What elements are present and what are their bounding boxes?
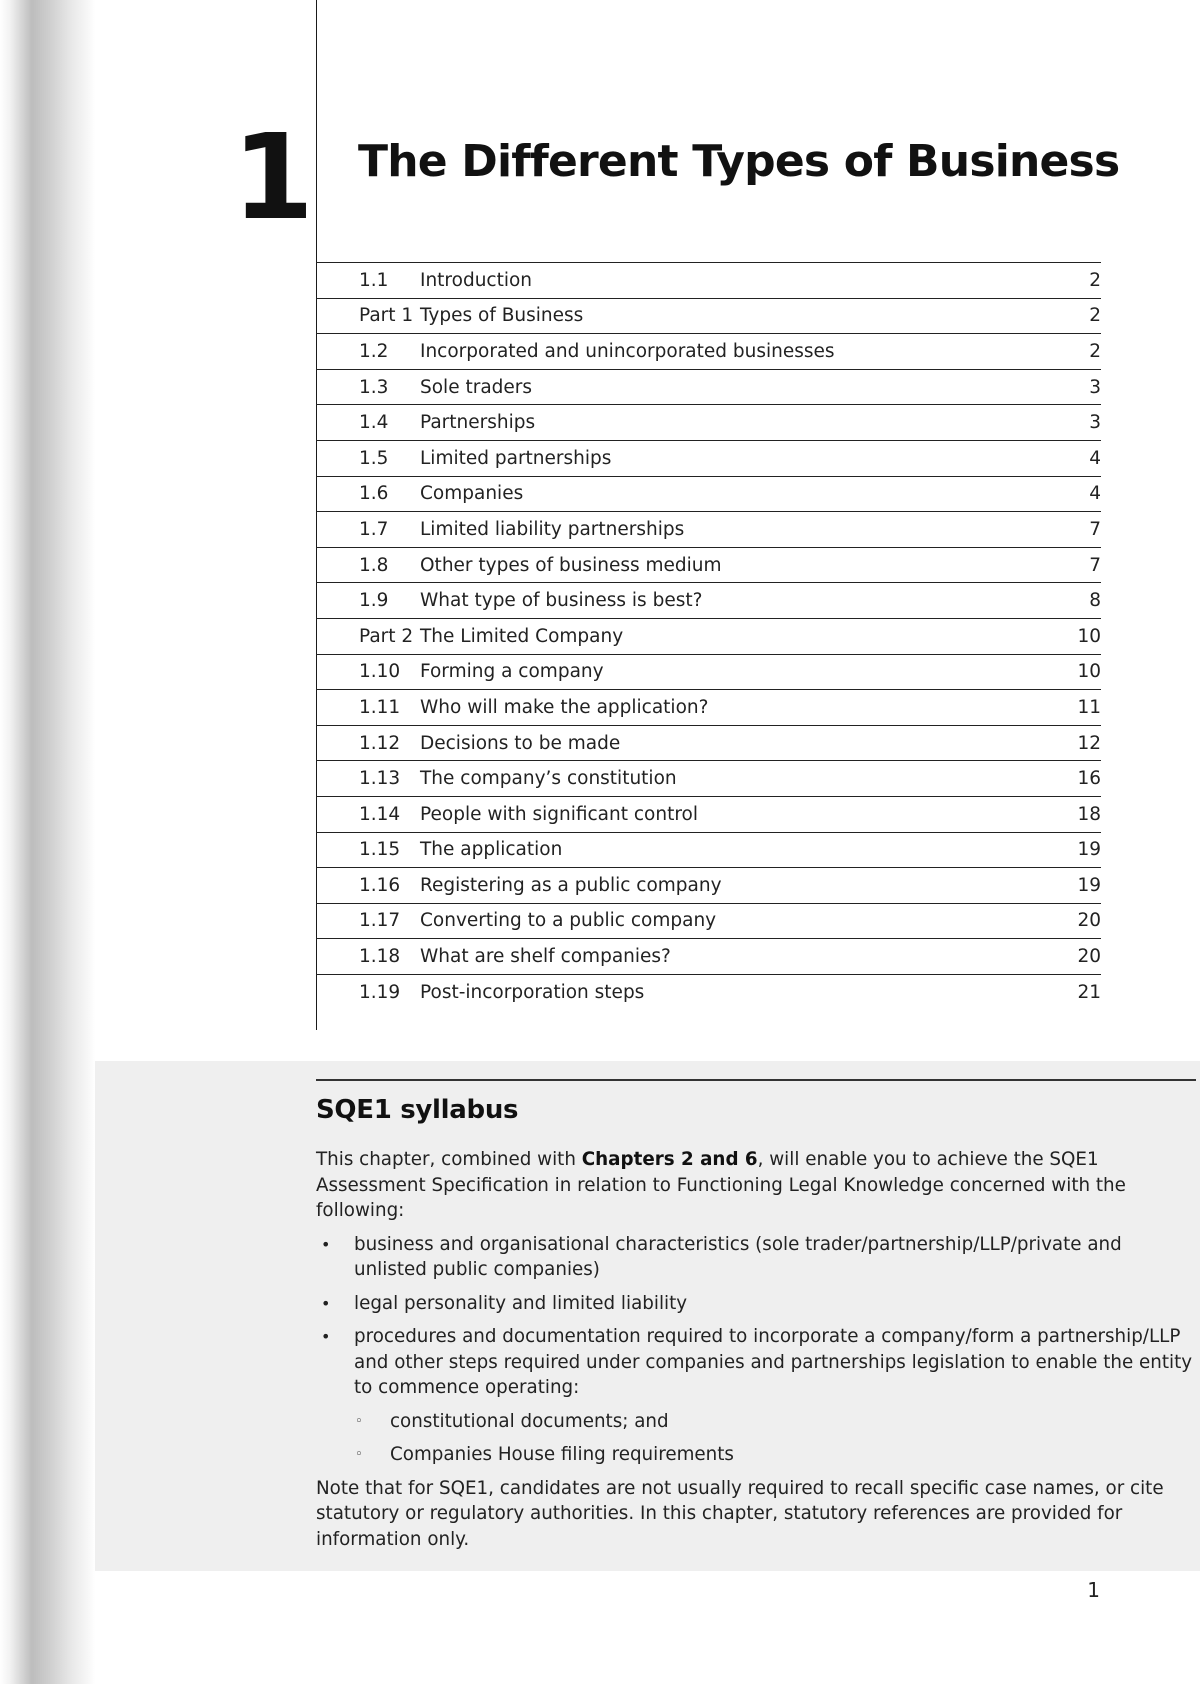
toc-section-title: Limited partnerships <box>420 447 612 469</box>
sub-bullet-text: constitutional documents; and <box>390 1410 669 1432</box>
syllabus-title: SQE1 syllabus <box>316 1095 519 1125</box>
toc-section-title: People with significant control <box>420 803 699 825</box>
toc-section-title: Sole traders <box>420 376 533 398</box>
toc-page-number: 20 <box>1077 946 1101 968</box>
toc-section-title: The application <box>420 839 563 861</box>
toc-page-number: 16 <box>1077 768 1101 790</box>
toc-section-title: Who will make the application? <box>420 696 709 718</box>
toc-page-number: 20 <box>1077 910 1101 932</box>
toc-page-number: 4 <box>1089 483 1101 505</box>
toc-page-number: 7 <box>1089 518 1101 540</box>
syllabus-body <box>316 1147 1196 1552</box>
toc-section-number: 1.7 <box>359 518 389 540</box>
toc-section-number: Part 1 <box>359 305 414 327</box>
intro-text: This chapter, combined with <box>316 1149 582 1170</box>
toc-row <box>316 583 1101 619</box>
toc-section-number: 1.9 <box>359 590 389 612</box>
toc-row <box>316 299 1101 335</box>
toc-section-number: 1.2 <box>359 340 389 362</box>
syllabus-intro <box>316 1147 1196 1224</box>
toc-page-number: 11 <box>1077 696 1101 718</box>
toc-page-number: 2 <box>1089 340 1101 362</box>
toc-section-number: 1.4 <box>359 412 389 434</box>
toc-row <box>316 939 1101 975</box>
toc-page-number: 4 <box>1089 447 1101 469</box>
toc-row <box>316 975 1101 1011</box>
toc-row <box>316 370 1101 406</box>
toc-section-title: Forming a company <box>420 661 604 683</box>
toc-row <box>316 690 1101 726</box>
toc-page-number: 21 <box>1077 982 1101 1004</box>
toc-page-number: 19 <box>1077 874 1101 896</box>
toc-row <box>316 904 1101 940</box>
toc-page-number: 7 <box>1089 554 1101 576</box>
table-of-contents <box>316 262 1101 1010</box>
toc-row <box>316 441 1101 477</box>
sub-bullet-item <box>354 1442 1196 1468</box>
toc-section-number: 1.5 <box>359 447 389 469</box>
toc-section-title: Registering as a public company <box>420 874 722 896</box>
toc-section-number: 1.1 <box>359 269 389 291</box>
toc-page-number: 10 <box>1077 625 1101 647</box>
bullet-ring-icon: ◦ <box>355 1413 363 1429</box>
bullet-text: legal personality and limited liability <box>354 1292 688 1314</box>
bullet-dot-icon: • <box>321 1234 331 1254</box>
toc-section-title: Types of Business <box>420 305 584 327</box>
toc-section-title: What are shelf companies? <box>420 946 671 968</box>
bullet-text: procedures and documentation required to incorporate a company/form a partnership/LLP and other steps required under companies and partnerships legislation to enable the entity to commence operating: <box>354 1326 1193 1398</box>
bullet-dot-icon: • <box>321 1293 331 1313</box>
toc-section-number: 1.3 <box>359 376 389 398</box>
toc-section-title: Decisions to be made <box>420 732 621 754</box>
toc-page-number: 12 <box>1077 732 1101 754</box>
toc-section-title: What type of business is best? <box>420 590 703 612</box>
toc-section-title: Other types of business medium <box>420 554 722 576</box>
toc-page-number: 2 <box>1089 269 1101 291</box>
bullet-item <box>316 1291 1196 1317</box>
toc-page-number: 8 <box>1089 590 1101 612</box>
bullet-ring-icon: ◦ <box>355 1447 363 1462</box>
toc-row <box>316 655 1101 691</box>
toc-section-number: 1.8 <box>359 554 389 576</box>
toc-section-title: Partnerships <box>420 412 536 434</box>
toc-page-number: 3 <box>1089 412 1101 434</box>
syllabus-top-rule <box>316 1079 1196 1081</box>
toc-section-title: Incorporated and unincorporated businesses <box>420 340 835 362</box>
toc-row <box>316 405 1101 441</box>
bullet-dot-icon: • <box>321 1327 331 1346</box>
toc-section-number: 1.14 <box>359 803 401 825</box>
syllabus-sub-bullet-list <box>354 1409 1196 1468</box>
toc-section-number: 1.17 <box>359 910 401 932</box>
page-number: 1 <box>1087 1578 1100 1602</box>
toc-section-title: Limited liability partnerships <box>420 518 685 540</box>
sub-bullet-item <box>354 1409 1196 1435</box>
toc-section-number: 1.10 <box>359 661 401 683</box>
intro-text-cont: , will enable you to achieve the SQE1 Assessment Specification in relation to Functioning Legal Knowledge concerned with the following: <box>316 1149 1126 1221</box>
toc-row <box>316 619 1101 655</box>
toc-page-number: 2 <box>1089 305 1101 327</box>
toc-page-number: 10 <box>1077 661 1101 683</box>
bullet-text: business and organisational characteristics (sole trader/partnership/LLP/private and unlisted public companies) <box>354 1233 1122 1280</box>
sub-bullet-text: Companies House filing requirements <box>390 1444 734 1465</box>
book-spine-shadow <box>0 0 95 1684</box>
bullet-item <box>316 1324 1196 1468</box>
toc-section-number: 1.6 <box>359 483 389 505</box>
toc-page-number: 19 <box>1077 839 1101 861</box>
toc-section-title: The company’s constitution <box>420 768 677 790</box>
syllabus-note: Note that for SQE1, candidates are not usually required to recall specific case names, or cite statutory or regulatory authorities. In this chapter, statutory references are provided for information only. <box>316 1477 1164 1550</box>
toc-section-number: 1.19 <box>359 982 401 1004</box>
toc-section-title: The Limited Company <box>420 625 624 647</box>
intro-bold-chapters: Chapters 2 and 6 <box>581 1149 758 1170</box>
toc-row <box>316 548 1101 584</box>
bullet-item <box>316 1232 1196 1283</box>
toc-section-title: Companies <box>420 483 524 505</box>
toc-row <box>316 726 1101 762</box>
toc-section-title: Post-incorporation steps <box>420 982 645 1004</box>
syllabus-box <box>95 1061 1200 1571</box>
syllabus-bullet-list <box>316 1232 1196 1468</box>
toc-section-number: Part 2 <box>359 625 414 647</box>
toc-section-number: 1.18 <box>359 946 401 968</box>
toc-row <box>316 334 1101 370</box>
toc-section-number: 1.13 <box>359 768 401 790</box>
toc-section-number: 1.16 <box>359 874 401 896</box>
chapter-number: 1 <box>232 108 311 246</box>
toc-section-title: Introduction <box>420 269 533 291</box>
toc-row <box>316 761 1101 797</box>
toc-row <box>316 512 1101 548</box>
toc-row <box>316 477 1101 513</box>
toc-section-title: Converting to a public company <box>420 910 717 932</box>
toc-row <box>316 868 1101 904</box>
toc-section-number: 1.15 <box>359 839 401 861</box>
toc-row <box>316 833 1101 869</box>
toc-section-number: 1.11 <box>359 696 401 718</box>
toc-row <box>316 797 1101 833</box>
chapter-title: The Different Types of Business <box>358 136 1120 187</box>
toc-page-number: 3 <box>1089 376 1101 398</box>
toc-section-number: 1.12 <box>359 732 401 754</box>
toc-page-number: 18 <box>1077 803 1101 825</box>
toc-row <box>316 263 1101 299</box>
